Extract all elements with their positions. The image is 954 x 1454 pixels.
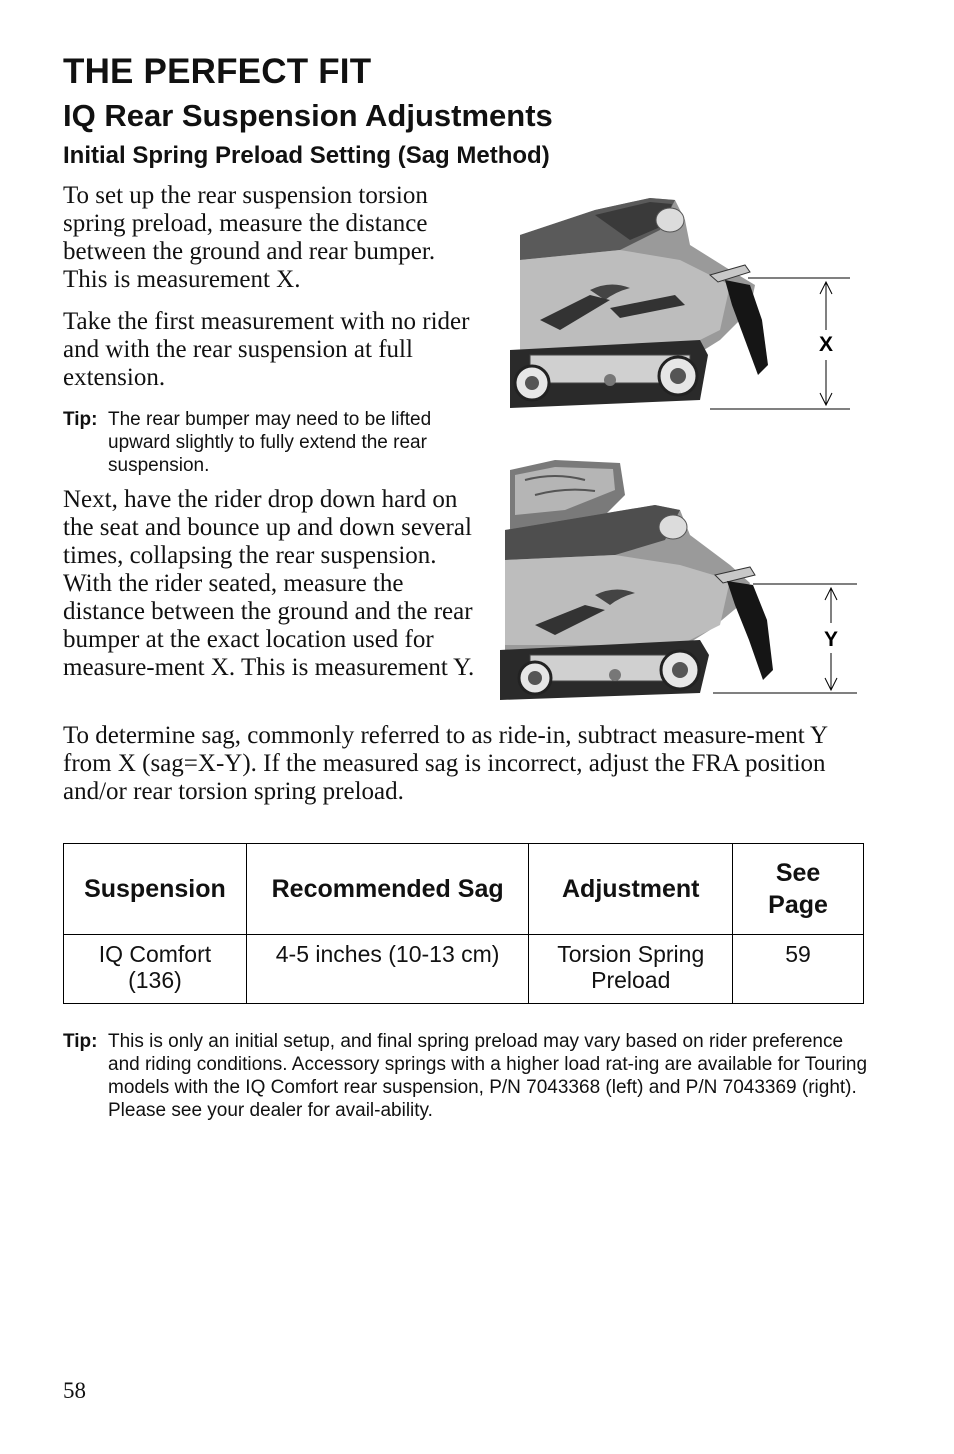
cell-recommended-sag: 4-5 inches (10-13 cm) [246, 935, 529, 1004]
sag-table [63, 843, 864, 1004]
tip-accessory-springs [63, 1030, 869, 1122]
paragraph-measure-x: To set up the rear suspension torsion spring preload, measure the distance between the ground and rear bumper. This is measurement X. [63, 182, 436, 293]
figure-measurement-y [495, 455, 860, 705]
table-header-row [64, 844, 864, 935]
subsection-heading: Initial Spring Preload Setting (Sag Method) [63, 142, 550, 169]
page-number: 58 [63, 1378, 86, 1403]
tip-text: This is only an initial setup, and final spring preload may vary based on rider preference and riding conditions. Accessory springs with a higher load rat-ing are available for Touring models with the IQ Comfort rear suspension, P/N 7043368 (left) and P/N 7043369 (right). Please see your dealer for avail-ability. [108, 1031, 868, 1121]
header-recommended-sag: Recommended Sag [246, 844, 529, 935]
tip-label: Tip: [63, 1031, 98, 1052]
cell-suspension: IQ Comfort (136) [64, 935, 247, 1004]
cell-adjustment: Torsion Spring Preload [529, 935, 733, 1004]
tip-label: Tip: [63, 409, 98, 430]
table-row [64, 935, 864, 1004]
cell-see-page: 59 [733, 935, 864, 1004]
paragraph-determine-sag: To determine sag, commonly referred to as ride-in, subtract measure-ment Y from X (sag=X-Y). If the measured sag is incorrect, adjust the FRA position and/or rear torsion spring preload. [63, 722, 828, 805]
dimension-label-y: Y [823, 628, 839, 651]
header-see-page: See Page [733, 844, 864, 935]
header-adjustment: Adjustment [529, 844, 733, 935]
tip-text: The rear bumper may need to be lifted upward slightly to fully extend the rear suspension. [108, 409, 432, 476]
header-suspension: Suspension [64, 844, 247, 935]
page-title: THE PERFECT FIT [63, 52, 372, 91]
figure-measurement-x [500, 190, 860, 420]
paragraph-no-rider: Take the first measurement with no rider and with the rear suspension at full extension. [63, 308, 470, 391]
section-subtitle: IQ Rear Suspension Adjustments [63, 98, 553, 133]
tip-lift-bumper [63, 408, 483, 477]
snowmobile-rear-illustration [510, 198, 768, 408]
dimension-label-x: X [818, 333, 834, 356]
snowmobile-with-rider-illustration [500, 460, 773, 700]
paragraph-measure-y: Next, have the rider drop down hard on the seat and bounce up and down several times, collapsing the rear suspension. With the rider seated, measure the distance between the ground and the rear bumper at the exact location used for measure-ment X. This is measurement Y. [63, 486, 475, 681]
